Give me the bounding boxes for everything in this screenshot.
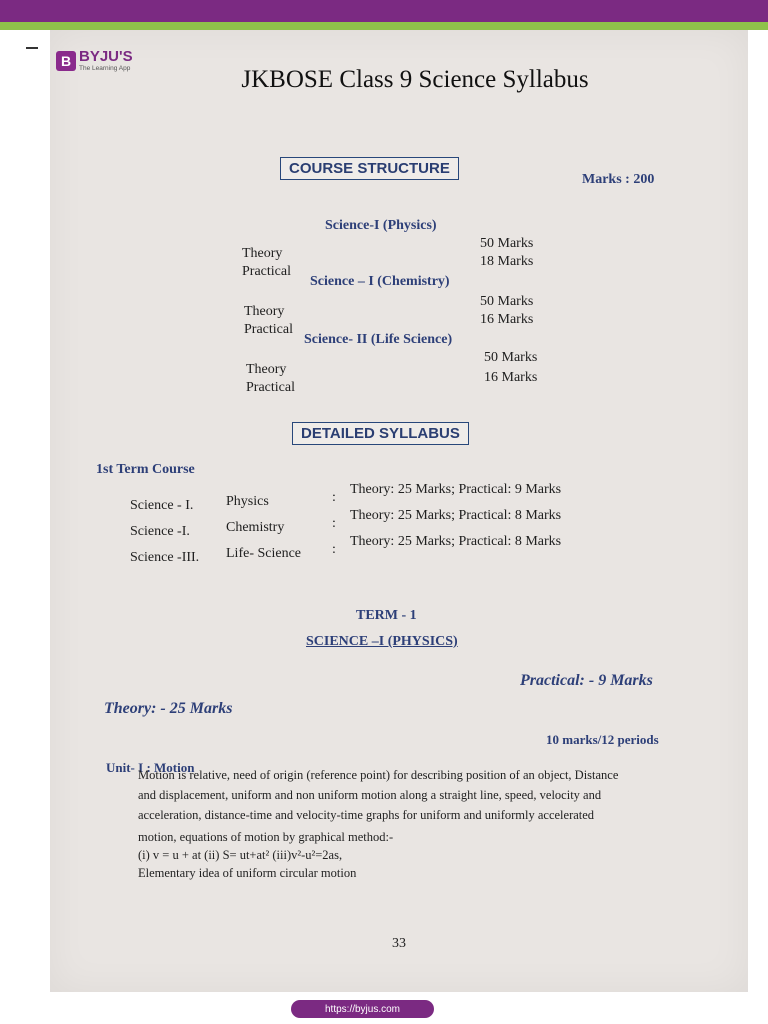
life-science-practical-marks: 16 Marks bbox=[484, 370, 538, 385]
row-1-separator: : bbox=[332, 490, 336, 505]
logo-name: BYJU'S bbox=[79, 48, 133, 66]
chemistry-practical-marks: 16 Marks bbox=[480, 312, 534, 327]
life-science-theory-label: Theory bbox=[246, 362, 287, 377]
unit-text-line-3: acceleration, distance-time and velocity-time graphs for uniform and uniformly accelerated bbox=[138, 808, 595, 822]
term-practical-marks: Practical: - 9 Marks bbox=[520, 672, 653, 689]
unit-text-line-4: motion, equations of motion by graphical method:- bbox=[138, 830, 394, 844]
row-2-subject: Chemistry bbox=[226, 520, 285, 535]
unit-text-line-2: and displacement, uniform and non uniform motion along a straight line, speed, velocity and bbox=[138, 788, 602, 802]
course-structure-heading: COURSE STRUCTURE bbox=[280, 157, 459, 180]
chemistry-theory-label: Theory bbox=[244, 304, 285, 319]
physics-theory-label: Theory bbox=[242, 246, 283, 261]
row-1-science: Science - I. bbox=[130, 498, 194, 513]
logo-tagline: The Learning App bbox=[79, 65, 131, 73]
detailed-syllabus-heading: DETAILED SYLLABUS bbox=[292, 422, 469, 445]
row-1-subject: Physics bbox=[226, 494, 269, 509]
unit-title: Unit- I : Motion bbox=[106, 760, 195, 775]
unit-periods: 10 marks/12 periods bbox=[546, 732, 659, 747]
row-3-science: Science -III. bbox=[130, 550, 200, 565]
top-brand-bar bbox=[0, 0, 768, 22]
row-2-detail: Theory: 25 Marks; Practical: 8 Marks bbox=[350, 508, 562, 523]
unit-text-line-5: (i) v = u + at (ii) S= ut+at² (iii)v²-u²=2as, bbox=[138, 848, 343, 862]
life-science-theory-marks: 50 Marks bbox=[484, 350, 538, 365]
term-subject: SCIENCE –I (PHYSICS) bbox=[306, 634, 458, 649]
page-number: 33 bbox=[392, 936, 406, 951]
unit-text-line-6: Elementary idea of uniform circular motion bbox=[138, 866, 357, 880]
row-3-separator: : bbox=[332, 542, 336, 557]
footer-url-link[interactable]: https://byjus.com bbox=[291, 1000, 434, 1018]
total-marks: Marks : 200 bbox=[582, 172, 655, 187]
section-chemistry-title: Science – I (Chemistry) bbox=[310, 274, 450, 289]
physics-practical-marks: 18 Marks bbox=[480, 254, 534, 269]
top-accent-bar bbox=[0, 22, 768, 30]
physics-theory-marks: 50 Marks bbox=[480, 236, 534, 251]
page-edge-mark bbox=[26, 47, 38, 49]
row-2-science: Science -I. bbox=[130, 524, 190, 539]
row-3-detail: Theory: 25 Marks; Practical: 8 Marks bbox=[350, 534, 562, 549]
row-2-separator: : bbox=[332, 516, 336, 531]
term-label: TERM - 1 bbox=[356, 608, 417, 623]
row-1-detail: Theory: 25 Marks; Practical: 9 Marks bbox=[350, 482, 562, 497]
logo-icon: B bbox=[56, 51, 76, 71]
unit-text-line-1: Motion is relative, need of origin (reference point) for describing position of an object, Distance bbox=[138, 768, 619, 782]
section-physics-title: Science-I (Physics) bbox=[325, 218, 437, 233]
chemistry-practical-label: Practical bbox=[244, 322, 293, 337]
chemistry-theory-marks: 50 Marks bbox=[480, 294, 534, 309]
section-life-science-title: Science- II (Life Science) bbox=[304, 332, 453, 347]
term-course-title: 1st Term Course bbox=[96, 462, 195, 477]
physics-practical-label: Practical bbox=[242, 264, 291, 279]
term-theory-marks: Theory: - 25 Marks bbox=[104, 700, 233, 717]
document-title: JKBOSE Class 9 Science Syllabus bbox=[241, 66, 589, 93]
life-science-practical-label: Practical bbox=[246, 380, 295, 395]
row-3-subject: Life- Science bbox=[226, 546, 302, 561]
